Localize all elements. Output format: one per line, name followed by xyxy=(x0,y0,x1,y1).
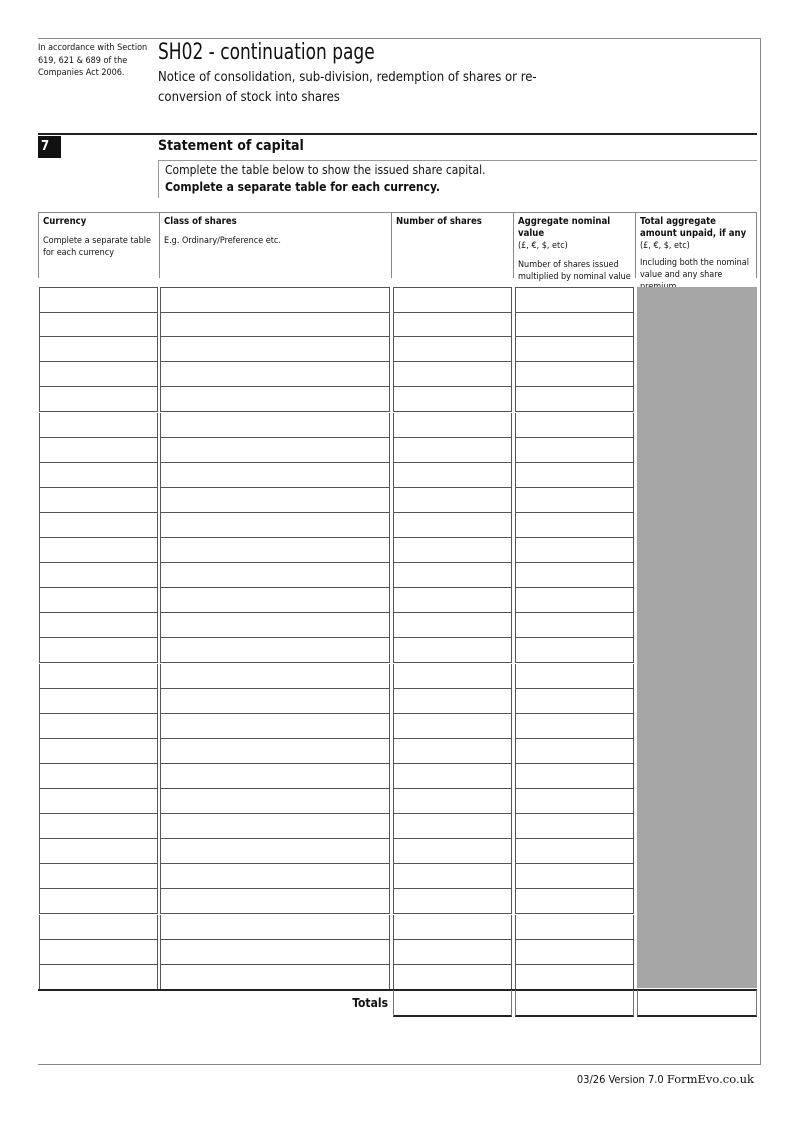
class-of-shares-cell[interactable] xyxy=(160,814,390,839)
aggregate-nominal-cell[interactable] xyxy=(515,588,634,613)
currency-cell[interactable] xyxy=(39,689,158,714)
aggregate-nominal-cell[interactable] xyxy=(515,538,634,563)
currency-cell[interactable] xyxy=(39,940,158,965)
aggregate-nominal-cell[interactable] xyxy=(515,864,634,889)
class-of-shares-cell[interactable] xyxy=(160,965,390,990)
currency-cell[interactable] xyxy=(39,864,158,889)
number-of-shares-cell[interactable] xyxy=(393,362,512,387)
class-of-shares-cell[interactable] xyxy=(160,613,390,638)
class-of-shares-cell[interactable] xyxy=(160,488,390,513)
aggregate-nominal-cell[interactable] xyxy=(515,613,634,638)
currency-cell[interactable] xyxy=(39,915,158,940)
legal-reference-note: In accordance with Section 619, 621 & 689 of the Companies Act 2006. xyxy=(38,43,148,78)
section-title: Statement of capital xyxy=(158,138,304,154)
header-class-of-shares xyxy=(159,212,391,278)
instruction-bold-text: Complete a separate table for each currency. xyxy=(165,180,441,194)
aggregate-nominal-cell[interactable] xyxy=(515,814,634,839)
aggregate-nominal-cell[interactable] xyxy=(515,714,634,739)
class-of-shares-cell[interactable] xyxy=(160,337,390,362)
header-unpaid-note: Including both the nominal value and any share xyxy=(640,258,749,280)
aggregate-nominal-cell[interactable] xyxy=(515,739,634,764)
currency-cell[interactable] xyxy=(39,362,158,387)
instruction-text: Complete the table below to show the issued share capital. xyxy=(165,163,486,177)
aggregate-nominal-cell[interactable] xyxy=(515,287,634,313)
class-of-shares-cell[interactable] xyxy=(160,889,390,914)
number-of-shares-cell[interactable] xyxy=(393,664,512,689)
currency-cell[interactable] xyxy=(39,287,158,313)
currency-cell[interactable] xyxy=(39,839,158,864)
number-of-shares-cell[interactable] xyxy=(393,714,512,739)
currency-cell[interactable] xyxy=(39,312,158,337)
total-number-of-shares-field[interactable] xyxy=(393,990,512,1017)
page-frame-top xyxy=(38,38,761,39)
currency-cell[interactable] xyxy=(39,664,158,689)
number-of-shares-cell[interactable] xyxy=(393,689,512,714)
number-of-shares-cell[interactable] xyxy=(393,337,512,362)
header-total-unpaid xyxy=(635,212,757,278)
aggregate-nominal-cell[interactable] xyxy=(515,438,634,463)
section-number-badge: 7 xyxy=(38,136,61,158)
footer xyxy=(560,1072,754,1086)
aggregate-nominal-cell[interactable] xyxy=(515,839,634,864)
number-of-shares-cell[interactable] xyxy=(393,513,512,538)
aggregate-nominal-cell[interactable] xyxy=(515,362,634,387)
currency-cell[interactable] xyxy=(39,463,158,488)
number-of-shares-cell[interactable] xyxy=(393,287,512,313)
number-of-shares-cell[interactable] xyxy=(393,965,512,990)
page-frame-right xyxy=(760,38,761,1065)
class-of-shares-cell[interactable] xyxy=(160,513,390,538)
number-of-shares-cell[interactable] xyxy=(393,915,512,940)
form-title: SH02 - continuation page xyxy=(158,40,375,65)
header-currency-note: Complete a separate table for each currency xyxy=(43,236,151,258)
currency-cell[interactable] xyxy=(39,889,158,914)
class-of-shares-cell[interactable] xyxy=(160,764,390,789)
footer-brand: FormEvo.co.uk xyxy=(666,1072,754,1086)
number-of-shares-cell[interactable] xyxy=(393,940,512,965)
currency-cell[interactable] xyxy=(39,488,158,513)
class-of-shares-cell[interactable] xyxy=(160,362,390,387)
class-of-shares-cell[interactable] xyxy=(160,387,390,412)
unpaid-column-shaded xyxy=(637,287,757,988)
class-of-shares-cell[interactable] xyxy=(160,839,390,864)
class-of-shares-cell[interactable] xyxy=(160,287,390,313)
header-number-of-shares xyxy=(391,212,513,278)
currency-cell[interactable] xyxy=(39,764,158,789)
aggregate-nominal-cell[interactable] xyxy=(515,638,634,663)
aggregate-nominal-cell[interactable] xyxy=(515,789,634,814)
aggregate-nominal-cell[interactable] xyxy=(515,513,634,538)
class-of-shares-cell[interactable] xyxy=(160,915,390,940)
currency-cell[interactable] xyxy=(39,563,158,588)
currency-cell[interactable] xyxy=(39,789,158,814)
currency-cell[interactable] xyxy=(39,739,158,764)
number-of-shares-cell[interactable] xyxy=(393,463,512,488)
class-of-shares-cell[interactable] xyxy=(160,789,390,814)
number-of-shares-cell[interactable] xyxy=(393,588,512,613)
number-of-shares-cell[interactable] xyxy=(393,488,512,513)
class-of-shares-cell[interactable] xyxy=(160,312,390,337)
class-of-shares-cell[interactable] xyxy=(160,714,390,739)
header-currency-title: Currency xyxy=(43,216,87,227)
aggregate-nominal-cell[interactable] xyxy=(515,965,634,990)
currency-cell[interactable] xyxy=(39,965,158,990)
header-unpaid-title: Total aggregate amount unpaid, if any xyxy=(640,216,747,239)
currency-cell[interactable] xyxy=(39,538,158,563)
class-of-shares-cell[interactable] xyxy=(160,538,390,563)
number-of-shares-cell[interactable] xyxy=(393,764,512,789)
class-of-shares-cell[interactable] xyxy=(160,664,390,689)
class-of-shares-cell[interactable] xyxy=(160,689,390,714)
header-unpaid-currency: (£, €, $, etc) xyxy=(640,241,690,251)
header-aggregate-title: Aggregate nominal value xyxy=(518,216,611,239)
currency-cell[interactable] xyxy=(39,814,158,839)
header-aggregate-currency: (£, €, $, etc) xyxy=(518,241,568,251)
number-of-shares-cell[interactable] xyxy=(393,839,512,864)
currency-cell[interactable] xyxy=(39,337,158,362)
number-of-shares-cell[interactable] xyxy=(393,889,512,914)
class-of-shares-cell[interactable] xyxy=(160,739,390,764)
aggregate-nominal-cell[interactable] xyxy=(515,915,634,940)
page-frame-bottom xyxy=(38,1064,761,1065)
currency-cell[interactable] xyxy=(39,513,158,538)
aggregate-nominal-cell[interactable] xyxy=(515,563,634,588)
class-of-shares-cell[interactable] xyxy=(160,864,390,889)
class-of-shares-cell[interactable] xyxy=(160,463,390,488)
currency-cell[interactable] xyxy=(39,588,158,613)
header-aggregate-nominal xyxy=(513,212,635,282)
form-subtitle: Notice of consolidation, sub-division, redemption of shares or re-conversion of stock into shares xyxy=(158,70,537,105)
total-unpaid-field[interactable] xyxy=(637,990,757,1017)
currency-cell[interactable] xyxy=(39,438,158,463)
aggregate-nominal-cell[interactable] xyxy=(515,413,634,438)
number-of-shares-cell[interactable] xyxy=(393,312,512,337)
total-aggregate-nominal-field[interactable] xyxy=(515,990,634,1017)
currency-cell[interactable] xyxy=(39,714,158,739)
class-of-shares-cell[interactable] xyxy=(160,438,390,463)
currency-cell[interactable] xyxy=(39,387,158,412)
aggregate-nominal-cell[interactable] xyxy=(515,488,634,513)
footer-version: 03/26 Version 7.0 xyxy=(576,1073,664,1086)
currency-cell[interactable] xyxy=(39,413,158,438)
number-of-shares-cell[interactable] xyxy=(393,563,512,588)
section-rule xyxy=(38,133,757,135)
class-of-shares-cell[interactable] xyxy=(160,588,390,613)
number-of-shares-cell[interactable] xyxy=(393,387,512,412)
aggregate-nominal-cell[interactable] xyxy=(515,337,634,362)
aggregate-nominal-cell[interactable] xyxy=(515,889,634,914)
class-of-shares-cell[interactable] xyxy=(160,413,390,438)
currency-cell[interactable] xyxy=(39,638,158,663)
class-of-shares-cell[interactable] xyxy=(160,563,390,588)
totals-label: Totals xyxy=(352,996,388,1010)
number-of-shares-cell[interactable] xyxy=(393,864,512,889)
aggregate-nominal-cell[interactable] xyxy=(515,940,634,965)
class-of-shares-cell[interactable] xyxy=(160,940,390,965)
aggregate-nominal-cell[interactable] xyxy=(515,764,634,789)
aggregate-nominal-cell[interactable] xyxy=(515,689,634,714)
class-of-shares-cell[interactable] xyxy=(160,638,390,663)
aggregate-nominal-cell[interactable] xyxy=(515,463,634,488)
number-of-shares-cell[interactable] xyxy=(393,613,512,638)
header-number-title: Number of shares xyxy=(396,216,482,227)
aggregate-nominal-cell[interactable] xyxy=(515,312,634,337)
aggregate-nominal-cell[interactable] xyxy=(515,387,634,412)
number-of-shares-cell[interactable] xyxy=(393,739,512,764)
header-class-note: E.g. Ordinary/Preference etc. xyxy=(164,236,281,246)
number-of-shares-cell[interactable] xyxy=(393,814,512,839)
currency-cell[interactable] xyxy=(39,613,158,638)
number-of-shares-cell[interactable] xyxy=(393,413,512,438)
number-of-shares-cell[interactable] xyxy=(393,789,512,814)
number-of-shares-cell[interactable] xyxy=(393,638,512,663)
header-aggregate-note: Number of shares issued multiplied by nominal value xyxy=(518,260,631,282)
number-of-shares-cell[interactable] xyxy=(393,438,512,463)
header-currency xyxy=(38,212,159,278)
number-of-shares-cell[interactable] xyxy=(393,538,512,563)
header-class-title: Class of shares xyxy=(164,216,237,227)
aggregate-nominal-cell[interactable] xyxy=(515,664,634,689)
